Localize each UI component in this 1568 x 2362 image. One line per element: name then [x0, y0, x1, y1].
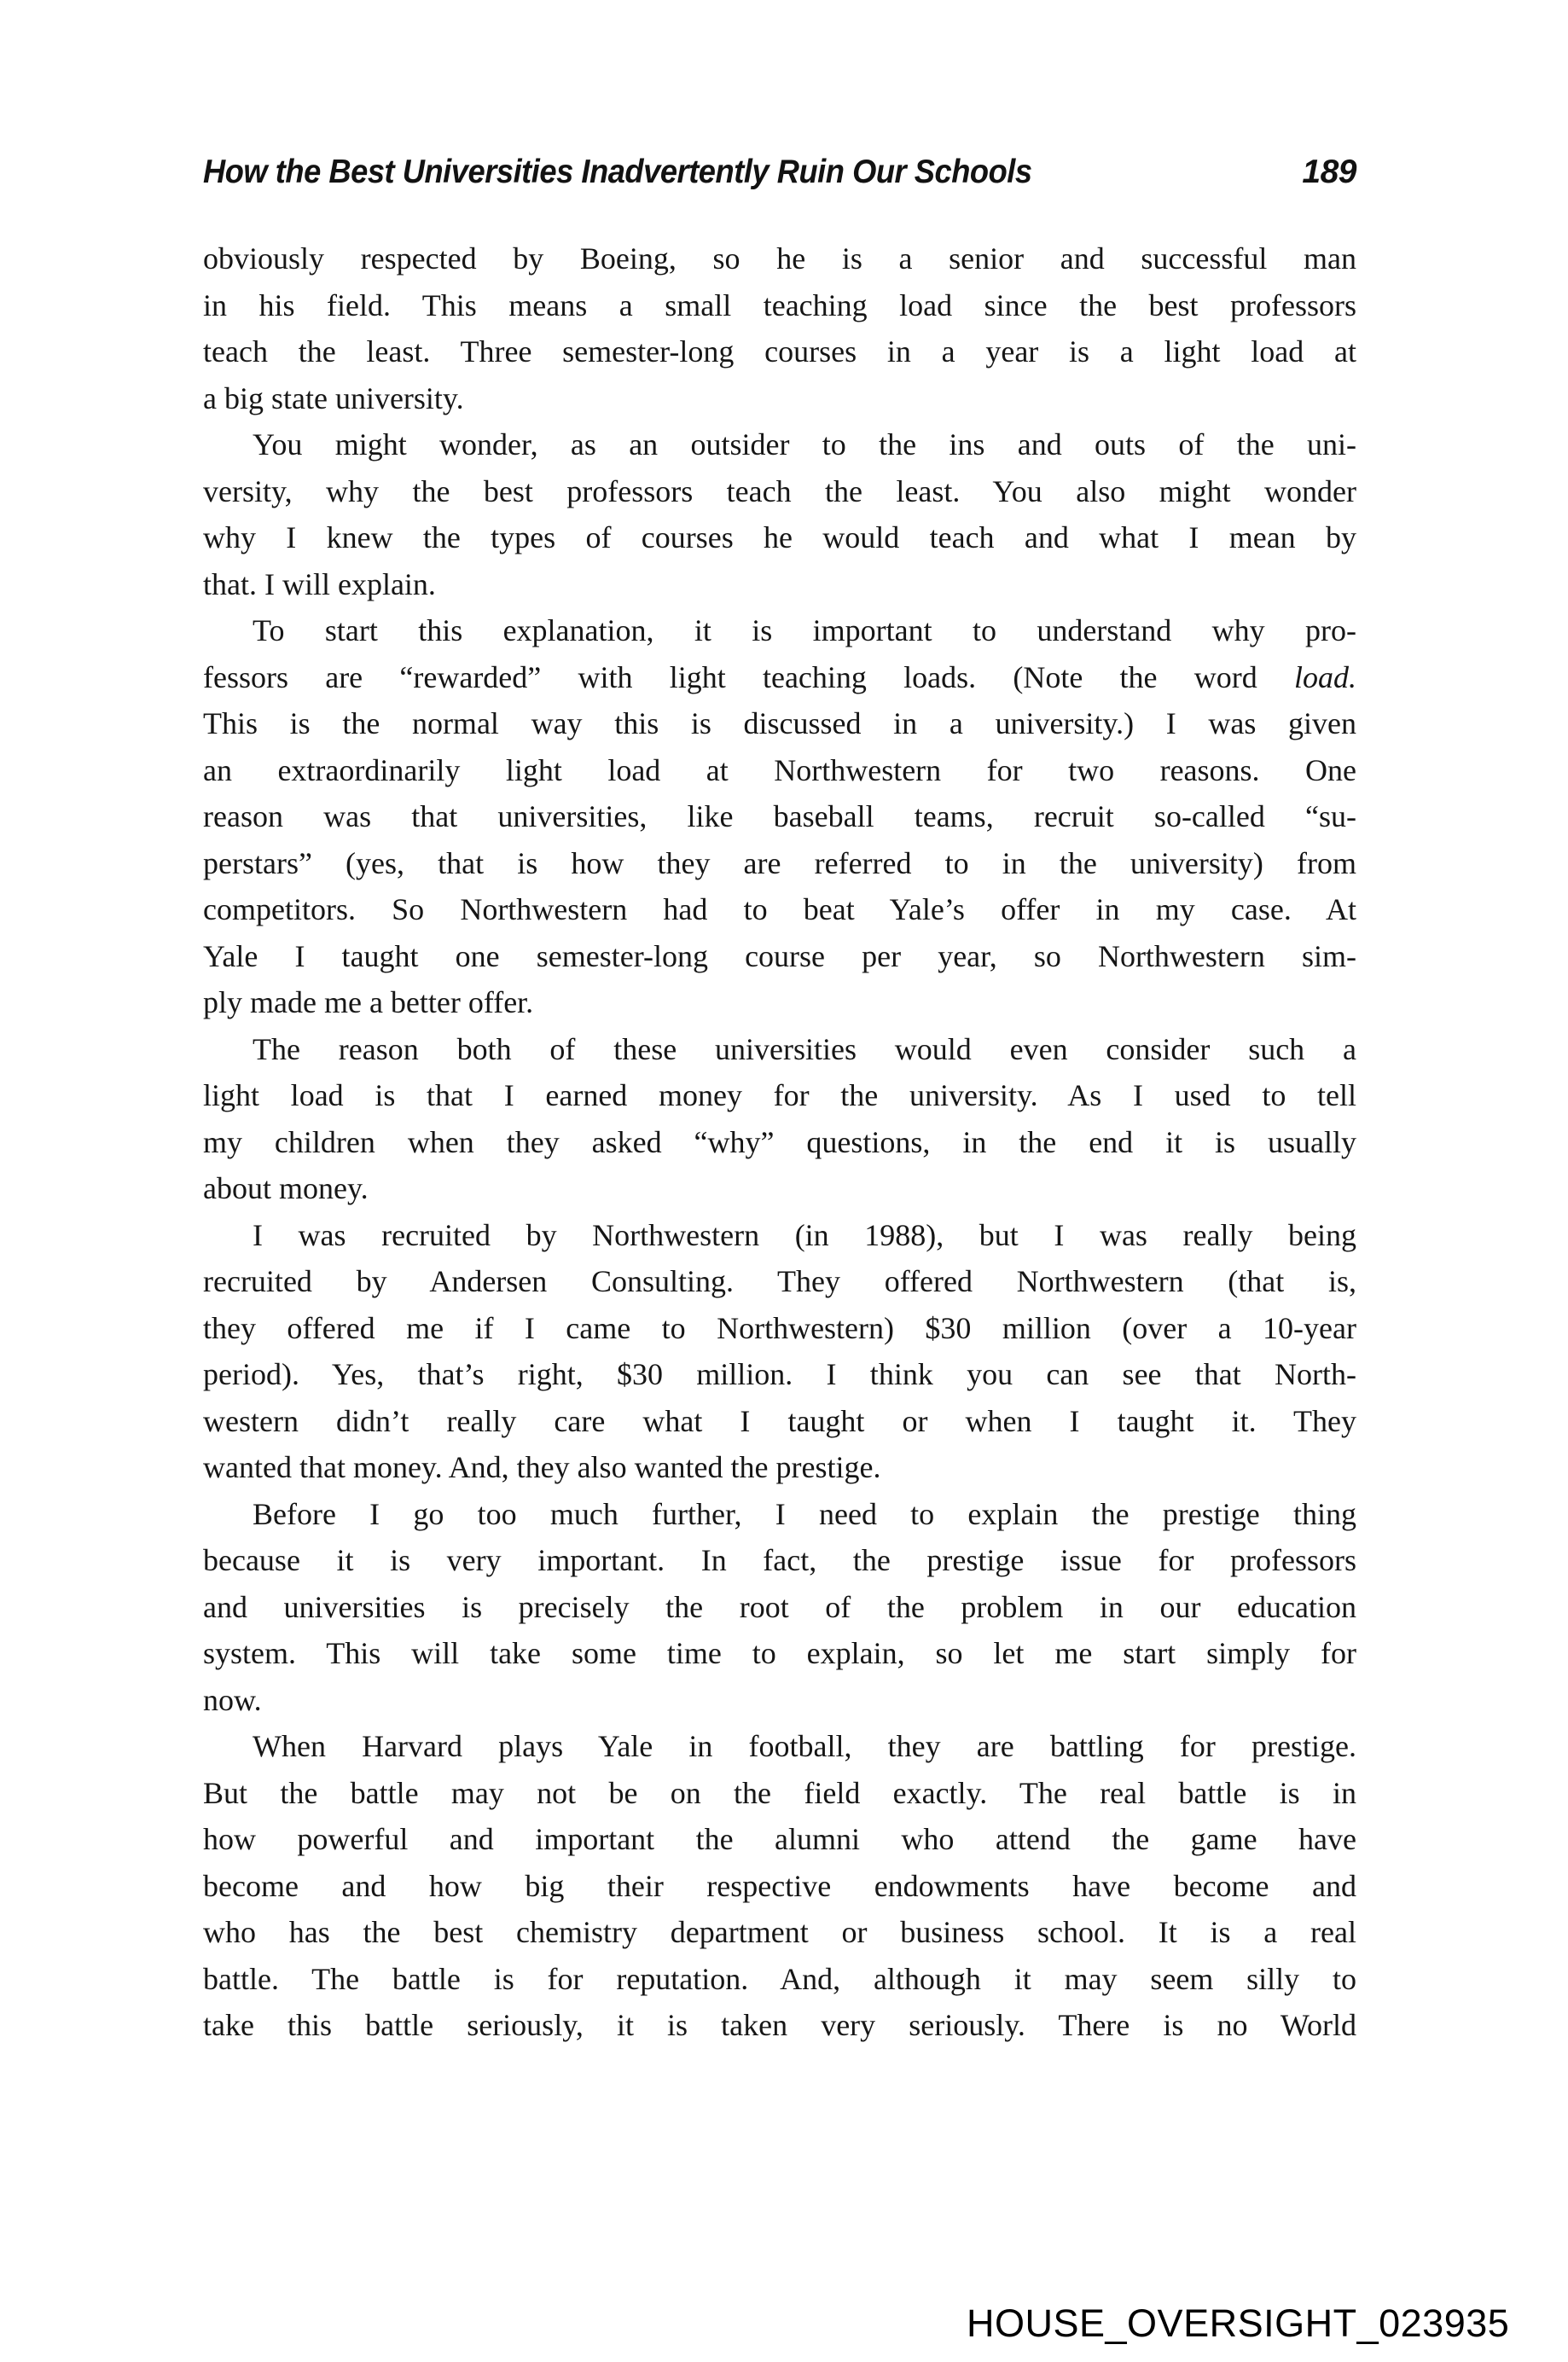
italic-text: load.	[1293, 659, 1356, 694]
text-line: When Harvard plays Yale in football, they are battling for prestige.	[253, 1729, 1356, 1763]
page-number: 189	[1302, 154, 1356, 190]
text-line: my children when they asked “why” questions, in the end it is usually	[203, 1124, 1356, 1159]
text-line: The reason both of these universities would even consider such a	[253, 1031, 1356, 1066]
text-line: who has the best chemistry department or business school. It is a real	[203, 1915, 1356, 1949]
text-line: ply made me a better offer.	[203, 985, 534, 1019]
text-line: competitors. So Northwestern had to beat Yale’s offer in my case. At	[203, 892, 1356, 926]
text-line: recruited by Andersen Consulting. They offered Northwestern (that is,	[203, 1264, 1356, 1298]
paragraph	[203, 235, 1356, 421]
bates-stamp: HOUSE_OVERSIGHT_023935	[967, 2301, 1510, 2345]
text-line: To start this explanation, it is important to understand why pro-	[253, 613, 1356, 647]
text-line: battle. The battle is for reputation. And, although it may seem silly to	[203, 1961, 1356, 1996]
text-line: why I knew the types of courses he would teach and what I mean by	[203, 520, 1356, 554]
text-line: now.	[203, 1682, 262, 1717]
paragraph	[203, 1723, 1356, 2049]
paragraph	[203, 1212, 1356, 1491]
running-header-title: How the Best Universities Inadvertently Ruin Our Schools	[203, 154, 1032, 190]
text-line: take this battle seriously, it is taken very seriously. There is no World	[203, 2008, 1356, 2042]
running-header	[203, 154, 1356, 191]
text-line: You might wonder, as an outsider to the ins and outs of the uni-	[253, 427, 1356, 461]
text-line: Yale I taught one semester-long course per year, so Northwestern sim-	[203, 938, 1356, 973]
text-line: how powerful and important the alumni who attend the game have	[203, 1822, 1356, 1856]
text-line: system. This will take some time to explain, so let me start simply for	[203, 1636, 1356, 1670]
text-line: I was recruited by Northwestern (in 1988), but I was really being	[253, 1217, 1356, 1252]
text-line: because it is very important. In fact, the prestige issue for professors	[203, 1543, 1356, 1577]
text-line: fessors are “rewarded” with light teaching loads. (Note the word load.	[203, 659, 1356, 694]
text-line: Before I go too much further, I need to explain the prestige thing	[253, 1496, 1356, 1531]
text-line: teach the least. Three semester-long courses in a year is a light load at	[203, 334, 1356, 369]
text-line: in his field. This means a small teaching load since the best professors	[203, 287, 1356, 322]
paragraph	[203, 1491, 1356, 1724]
text-line: a big state university.	[203, 380, 464, 415]
text-line: versity, why the best professors teach the least. You also might wonder	[203, 473, 1356, 508]
paragraph	[203, 1026, 1356, 1212]
text-line: perstars” (yes, that is how they are referred to in the university) from	[203, 845, 1356, 880]
text-line: wanted that money. And, they also wanted the prestige.	[203, 1450, 881, 1484]
text-line: But the battle may not be on the field exactly. The real battle is in	[203, 1775, 1356, 1810]
text-line: western didn’t really care what I taught or when I taught it. They	[203, 1403, 1356, 1438]
text-line: an extraordinarily light load at Northwestern for two reasons. One	[203, 752, 1356, 787]
text-line: This is the normal way this is discussed in a university.) I was given	[203, 706, 1356, 740]
paragraph	[203, 607, 1356, 1026]
text-line: they offered me if I came to Northwestern) $30 million (over a 10-year	[203, 1310, 1356, 1345]
body-text	[203, 235, 1356, 2049]
text-line: that. I will explain.	[203, 566, 436, 601]
text-line: reason was that universities, like baseball teams, recruit so-called “su-	[203, 799, 1356, 833]
paragraph	[203, 421, 1356, 607]
text-line: about money.	[203, 1171, 369, 1205]
text-line: period). Yes, that’s right, $30 million. I think you can see that North-	[203, 1357, 1356, 1391]
text-line: obviously respected by Boeing, so he is a senior and successful man	[203, 241, 1356, 276]
text-line: and universities is precisely the root of the problem in our education	[203, 1589, 1356, 1624]
text-line: light load is that I earned money for the university. As I used to tell	[203, 1078, 1356, 1112]
text-line: become and how big their respective endowments have become and	[203, 1868, 1356, 1903]
